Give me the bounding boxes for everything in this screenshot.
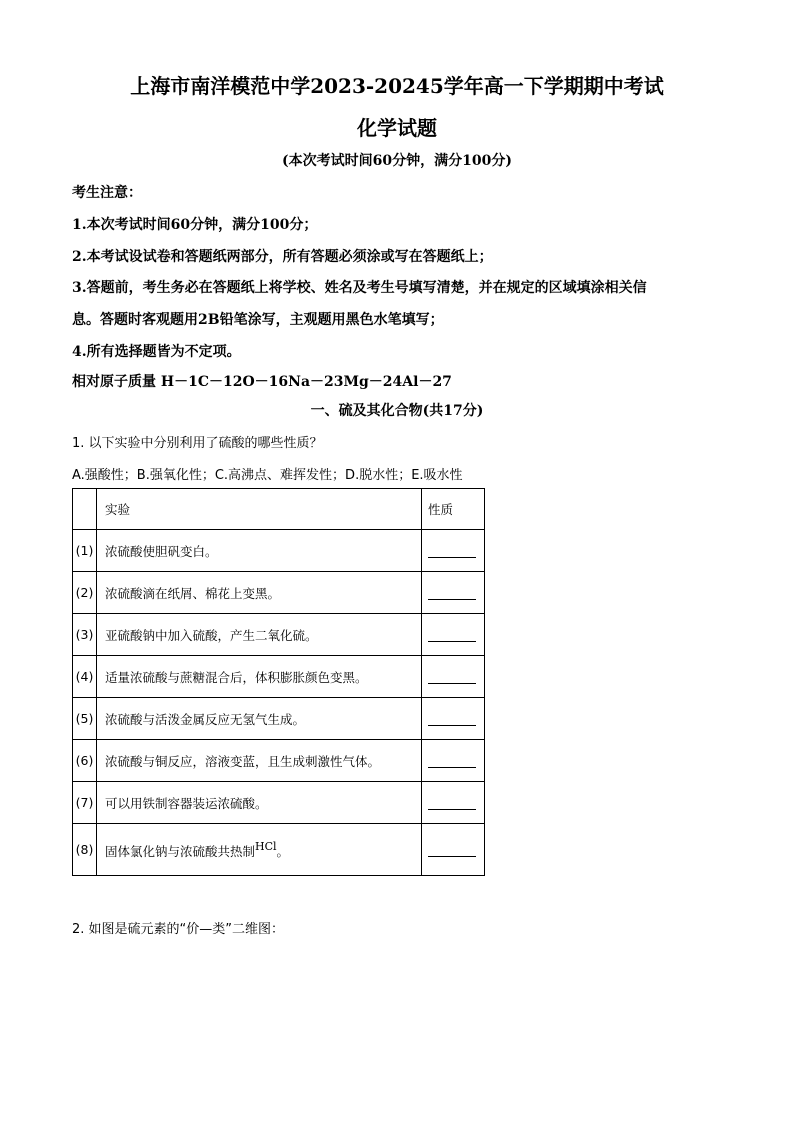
section-title: 一、硫及其化合物(共17分) [310,403,484,419]
table-row [73,740,485,782]
answer-line [428,715,476,726]
table-row [73,824,485,876]
answer-blank[interactable] [422,572,485,614]
table-row [73,530,485,572]
table-row [73,572,485,614]
table-row [73,614,485,656]
notice-item-4: 4.所有选择题皆为不定项。 [72,344,241,360]
row-experiment: 适量浓硫酸与蔗糖混合后，体积膨胀颜色变黑。 [97,656,422,698]
question-1-table [72,488,485,876]
notice-item-3-cont: 息。答题时客观题用2B铅笔涂写，主观题用黑色水笔填写； [72,312,444,328]
row-number: (3) [73,614,97,656]
row-experiment-tail: 。 [276,843,290,859]
answer-blank[interactable] [422,656,485,698]
row-experiment: 浓硫酸与铜反应，溶液变蓝，且生成刺激性气体。 [97,740,422,782]
row-experiment: 亚硫酸钠中加入硫酸，产生二氧化硫。 [97,614,422,656]
answer-blank[interactable] [422,614,485,656]
answer-line [428,547,476,558]
answer-line [428,589,476,600]
row-number: (2) [73,572,97,614]
notice-item-2: 2.本考试设试卷和答题纸两部分，所有答题必须涂或写在答题纸上； [72,249,493,265]
notice-item-3: 3.答题前，考生务必在答题纸上将学校、姓名及考生号填写清楚，并在规定的区域填涂相关信 [72,280,647,296]
answer-line [428,757,476,768]
row-experiment: 可以用铁制容器装运浓硫酸。 [97,782,422,824]
notice-heading: 考生注意： [72,185,142,201]
row-number: (1) [73,530,97,572]
notice-item-1: 1.本次考试时间60分钟，满分100分； [72,217,318,233]
hcl-formula: HCl [255,839,277,853]
exam-title: 上海市南洋模范中学2023-20245学年高一下学期期中考试 [130,74,664,98]
row-number: (7) [73,782,97,824]
table-header-property: 性质 [422,489,485,530]
answer-line [428,631,476,642]
question-1-options: A.强酸性；B.强氧化性；C.高沸点、难挥发性；D.脱水性；E.吸水性 [72,468,463,483]
answer-line [428,846,476,857]
answer-blank[interactable] [422,698,485,740]
row-number: (5) [73,698,97,740]
table-header-row [73,489,485,530]
answer-line [428,799,476,810]
answer-blank[interactable] [422,824,485,876]
table-row [73,782,485,824]
row-number: (6) [73,740,97,782]
row-experiment: 浓硫酸与活泼金属反应无氢气生成。 [97,698,422,740]
table-row [73,698,485,740]
row-experiment-text: 固体氯化钠与浓硫酸共热制 [105,843,256,859]
exam-time-note: (本次考试时间60分钟，满分100分) [282,153,512,169]
row-experiment [97,824,422,876]
table-header-blank [73,489,97,530]
exam-subject: 化学试题 [357,116,437,140]
row-number: (8) [73,824,97,876]
question-1-text: 1. 以下实验中分别利用了硫酸的哪些性质？ [72,436,323,451]
row-number: (4) [73,656,97,698]
answer-blank[interactable] [422,782,485,824]
answer-line [428,673,476,684]
table-row [73,656,485,698]
answer-blank[interactable] [422,530,485,572]
table-header-experiment: 实验 [97,489,422,530]
atomic-mass-line: 相对原子质量 H－1C－12O－16Na－23Mg－24Al－27 [72,374,452,390]
question-2-text: 2. 如图是硫元素的“价—类”二维图： [72,922,285,937]
answer-blank[interactable] [422,740,485,782]
row-experiment: 浓硫酸使胆矾变白。 [97,530,422,572]
row-experiment: 浓硫酸滴在纸屑、棉花上变黑。 [97,572,422,614]
